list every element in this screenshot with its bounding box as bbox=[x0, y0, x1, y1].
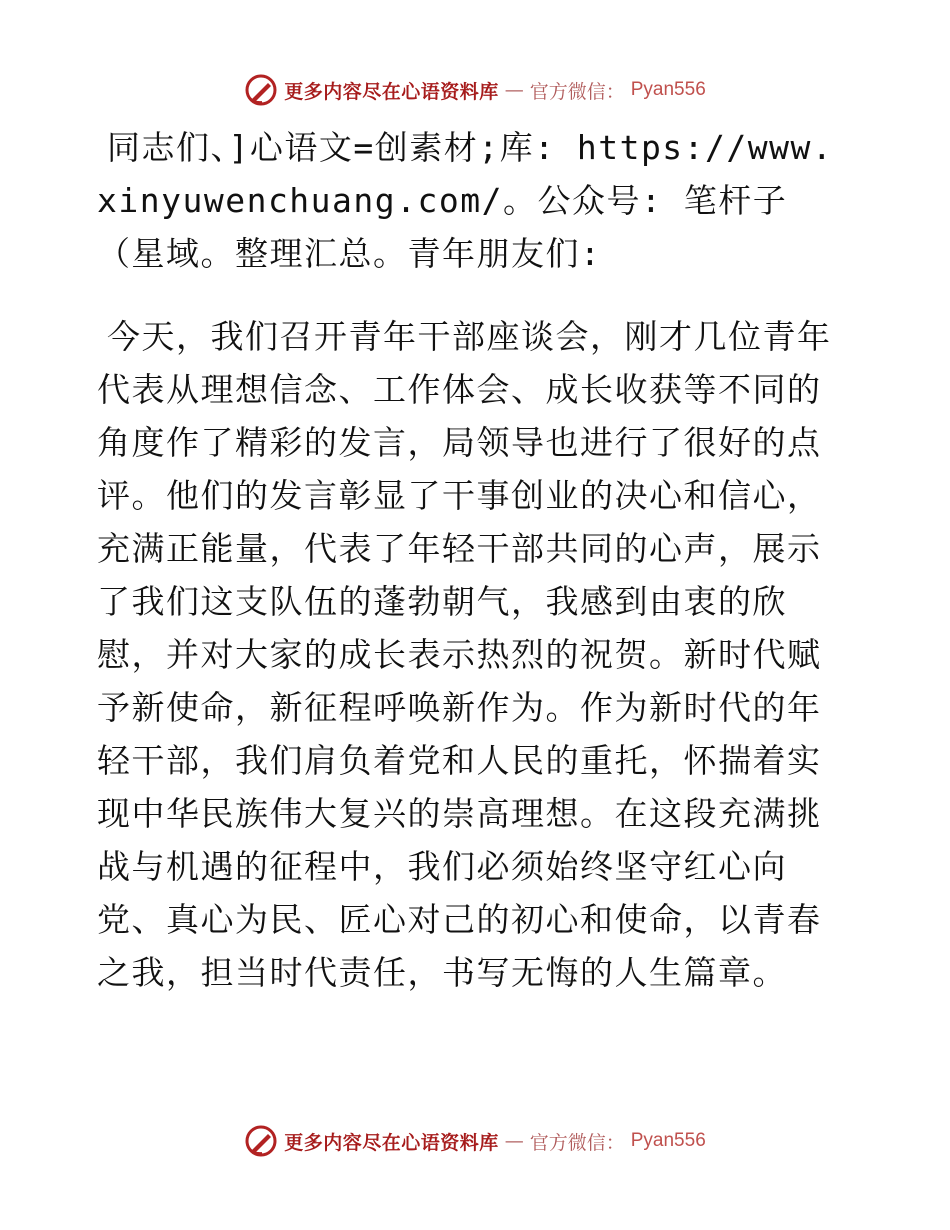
watermark-wechat-label: 官方微信： bbox=[529, 1131, 625, 1154]
pen-logo-icon bbox=[244, 73, 278, 107]
footer-watermark bbox=[0, 1121, 950, 1161]
watermark-dash: — bbox=[504, 79, 524, 101]
watermark-text: 更多内容尽在心语资料库 bbox=[284, 1131, 499, 1154]
paragraph-greeting: 同志们、]心语文=创素材;库: https://www.xinyuwenchuang.com/。公众号: 笔杆子（星域。整理汇总。青年朋友们: bbox=[97, 128, 834, 273]
header-watermark bbox=[0, 70, 950, 110]
paragraph-body: 今天，我们召开青年干部座谈会，刚才几位青年代表从理想信念、工作体会、成长收获等不同的角度作了精彩的发言，局领导也进行了很好的点评。他们的发言彰显了干事创业的决心和信心，充满正能量，代表了年轻干部共同的心声，展示了我们这支队伍的蓬勃朝气，我感到由衷的欣慰，并对大家的成长表示热烈的祝贺。新时代赋予新使命，新征程呼唤新作为。作为新时代的年轻干部，我们肩负着党和人民的重托，怀揣着实现中华民族伟大复兴的崇高理想。在这段充满挑战与机遇的征程中，我们必须始终坚守红心向党、真心为民、匠心对己的初心和使命，以青春之我，担当时代责任，书写无悔的人生篇章。 bbox=[97, 317, 832, 992]
pen-logo-icon bbox=[244, 1124, 278, 1158]
watermark-wechat-id: Pyan556 bbox=[630, 1130, 706, 1151]
watermark-wechat-label: 官方微信： bbox=[529, 80, 625, 103]
watermark-wechat-id: Pyan556 bbox=[630, 79, 706, 100]
watermark-text: 更多内容尽在心语资料库 bbox=[284, 80, 499, 103]
watermark-dash: — bbox=[504, 1130, 524, 1152]
